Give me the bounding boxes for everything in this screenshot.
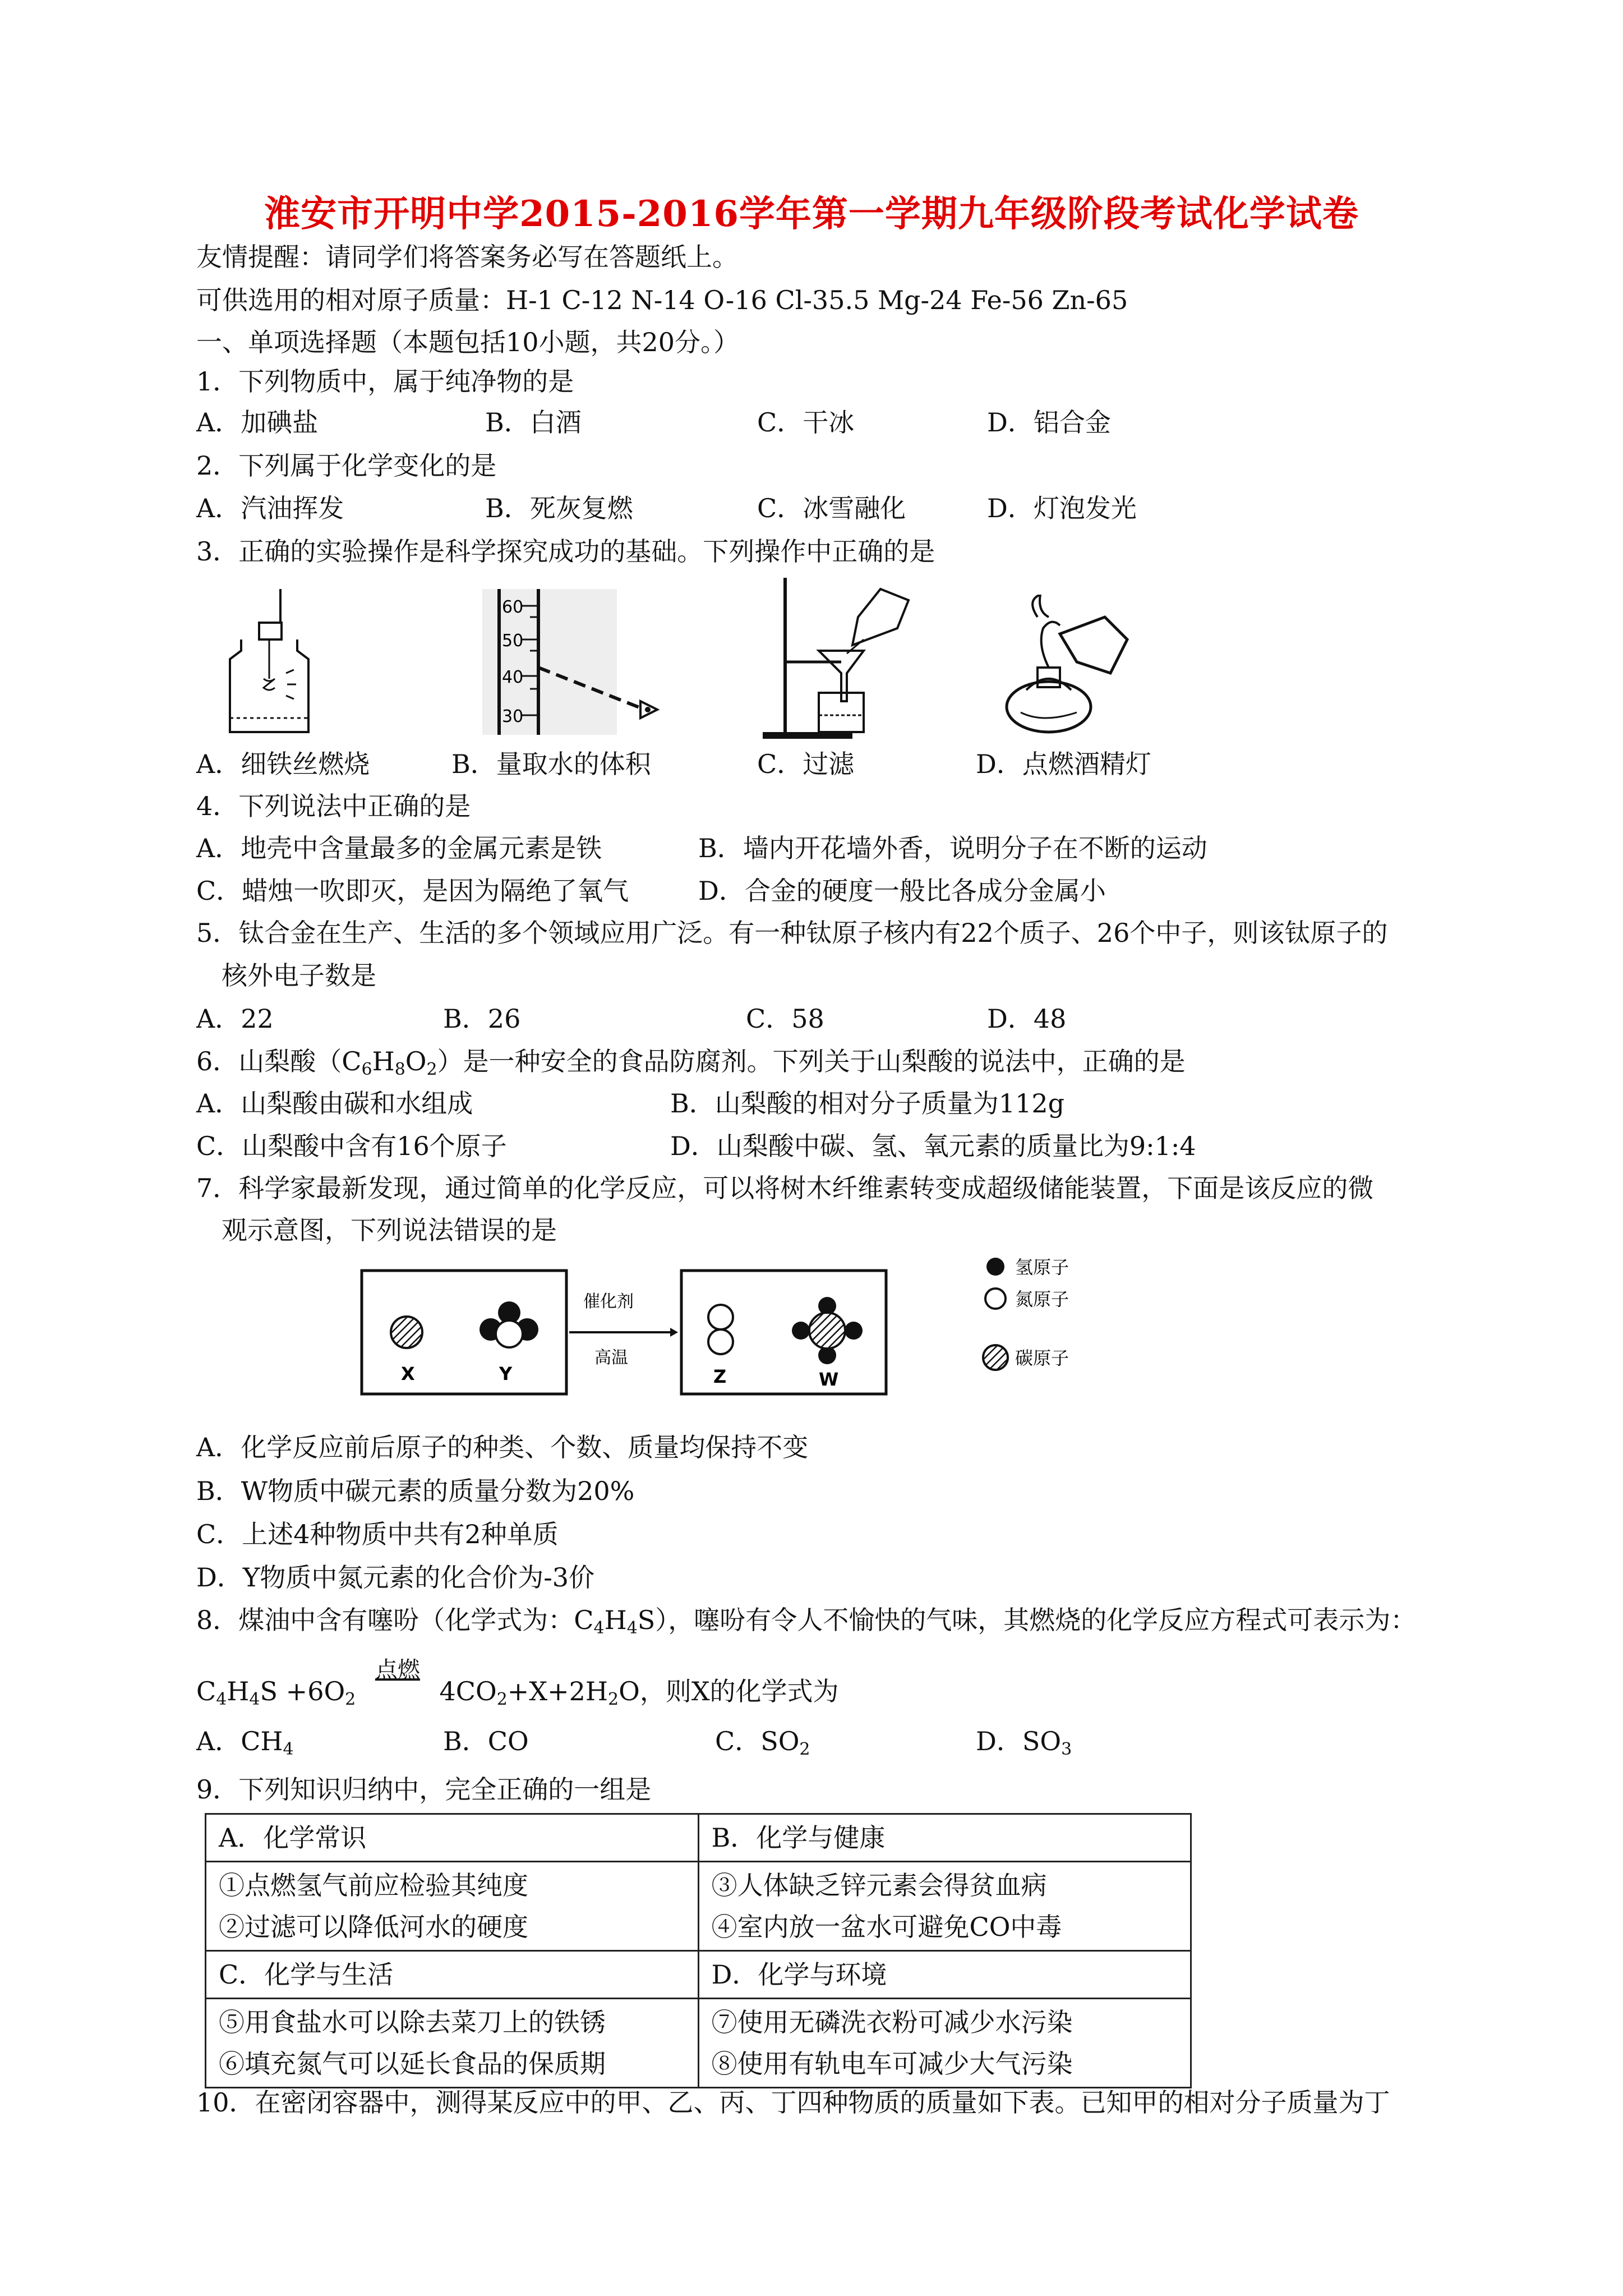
q8-option-a: A．$CH_4$ xyxy=(196,1726,294,1759)
q6-option-d: D．山梨酸中碳、氢、氧元素的质量比为9:1:4 xyxy=(670,1131,1196,1161)
q5-option-d: D．48 xyxy=(987,1004,1067,1034)
q8-equation: $C_4H_4S +6O_2$ 点燃 $4CO_2+X+2H_2O$，则X的化学式为 xyxy=(196,1674,839,1708)
q3-stem: 3．正确的实验操作是科学探究成功的基础。下列操作中正确的是 xyxy=(196,536,935,567)
q7-stem-continued: 观示意图，下列说法错误的是 xyxy=(222,1215,557,1245)
label-w: W xyxy=(819,1369,839,1390)
q2-option-c: C．冰雪融化 xyxy=(757,493,906,523)
filtration-apparatus-figure xyxy=(757,578,925,740)
alcohol-lamp-figure xyxy=(1004,595,1138,746)
tick-40: 40 xyxy=(502,668,524,687)
legend-hydrogen-marker xyxy=(986,1258,1004,1276)
q8-option-b: B．CO xyxy=(443,1726,529,1756)
q1-option-c: C．干冰 xyxy=(757,407,855,438)
catalyst-label: 催化剂 xyxy=(583,1292,634,1312)
q3-option-c: C．过滤 xyxy=(757,749,855,779)
table-row xyxy=(206,1951,1191,1999)
table-cell: A．化学常识 xyxy=(206,1814,699,1862)
q1-option-a: A．加碘盐 xyxy=(196,407,319,438)
label-y: Y xyxy=(499,1363,513,1384)
legend-carbon: 碳原子 xyxy=(1015,1347,1069,1369)
q1-stem: 1．下列物质中，属于纯净物的是 xyxy=(196,366,574,397)
q7-option-a: A．化学反应前后原子的种类、个数、质量均保持不变 xyxy=(196,1432,809,1462)
q6-option-a: A．山梨酸由碳和水组成 xyxy=(196,1088,473,1119)
q3-option-d: D．点燃酒精灯 xyxy=(976,749,1151,779)
atomic-masses: 可供选用的相对原子质量：H-1 C-12 N-14 O-16 Cl-35.5 Mg-24 Fe-56 Zn-65 xyxy=(196,285,1128,315)
table-cell: ③人体缺乏锌元素会得贫血病 ④室内放一盆水可避免CO中毒 xyxy=(698,1862,1191,1951)
q7-option-b: B．W物质中碳元素的质量分数为20% xyxy=(196,1476,635,1506)
reaction-micro-diagram xyxy=(359,1245,1256,1414)
table-cell: ⑤用食盐水可以除去菜刀上的铁锈 ⑥填充氮气可以延长食品的保质期 xyxy=(206,1999,699,2088)
legend-hydrogen: 氢原子 xyxy=(1015,1257,1069,1278)
tick-60: 60 xyxy=(502,597,524,617)
knowledge-table xyxy=(205,1813,1192,2088)
legend-carbon-marker xyxy=(983,1345,1008,1370)
label-z: Z xyxy=(713,1366,727,1387)
q2-option-a: A．汽油挥发 xyxy=(196,493,344,523)
q3-option-a: A．细铁丝燃烧 xyxy=(196,749,370,779)
table-cell: C．化学与生活 xyxy=(206,1951,699,1999)
q4-option-b: B．墙内开花墙外香，说明分子在不断的运动 xyxy=(698,833,1207,863)
q4-option-a: A．地壳中含量最多的金属元素是铁 xyxy=(196,833,602,863)
q4-stem: 4．下列说法中正确的是 xyxy=(196,791,471,821)
q6-option-c: C．山梨酸中含有16个原子 xyxy=(196,1131,507,1161)
tick-30: 30 xyxy=(502,707,524,726)
q5-option-c: C．58 xyxy=(746,1004,824,1034)
page-title: 淮安市开明中学2015-2016学年第一学期九年级阶段考试化学试卷 xyxy=(264,193,1359,235)
label-x: X xyxy=(401,1363,415,1384)
q6-stem: 6．山梨酸$(C_6H_8O_2)$是一种安全的食品防腐剂。下列关于山梨酸的说法中，正确的是 xyxy=(196,1046,1186,1079)
q5-option-a: A．22 xyxy=(196,1004,274,1034)
q3-option-b: B．量取水的体积 xyxy=(451,749,651,779)
table-cell: ①点燃氢气前应检验其纯度 ②过滤可以降低河水的硬度 xyxy=(206,1862,699,1951)
q2-stem: 2．下列属于化学变化的是 xyxy=(196,450,497,481)
table-cell: D．化学与环境 xyxy=(698,1951,1191,1999)
table-row xyxy=(206,1999,1191,2088)
q10-stem: 10．在密闭容器中，测得某反应中的甲、乙、丙、丁四种物质的质量如下表。已知甲的相对分子质量为丁 xyxy=(196,2087,1390,2118)
q5-stem-continued: 核外电子数是 xyxy=(222,960,376,991)
q5-option-b: B．26 xyxy=(443,1004,521,1034)
carbon-atom xyxy=(391,1317,422,1348)
q8-option-c: C．$SO_2$ xyxy=(715,1726,810,1759)
condition-ignite: 点燃 xyxy=(375,1657,420,1683)
q6-option-b: B．山梨酸的相对分子质量为112g xyxy=(670,1088,1065,1119)
table-row xyxy=(206,1814,1191,1862)
table-row xyxy=(206,1862,1191,1951)
table-cell: ⑦使用无磷洗衣粉可减少水污染 ⑧使用有轨电车可减少大气污染 xyxy=(698,1999,1191,2088)
q8-stem: 8．煤油中含有噻吩（化学式为：$C_4H_4S$），噻吩有令人不愉快的气味，其燃烧的化学反应方程式可表示为： xyxy=(196,1605,1417,1638)
legend-nitrogen-marker xyxy=(985,1289,1006,1309)
q7-stem: 7．科学家最新发现，通过简单的化学反应，可以将树木纤维素转变成超级储能装置，下面是该反应的微 xyxy=(196,1173,1374,1203)
table-cell: B．化学与健康 xyxy=(698,1814,1191,1862)
iron-wire-bottle-figure xyxy=(224,589,314,740)
q1-option-b: B．白酒 xyxy=(485,407,582,438)
q5-stem: 5．钛合金在生产、生活的多个领域应用广泛。有一种钛原子核内有22个质子、26个中子，则该钛原子的 xyxy=(196,918,1388,948)
q1-option-d: D．铝合金 xyxy=(987,407,1111,438)
legend-nitrogen: 氮原子 xyxy=(1015,1289,1069,1310)
section-heading: 一、单项选择题（本题包括10小题，共20分。） xyxy=(196,327,740,357)
q4-option-d: D．合金的硬度一般比各成分金属小 xyxy=(698,876,1106,906)
q4-option-c: C．蜡烛一吹即灭，是因为隔绝了氧气 xyxy=(196,876,629,906)
q7-option-c: C．上述4种物质中共有2种单质 xyxy=(196,1519,559,1549)
tick-50: 50 xyxy=(502,631,524,651)
q2-option-d: D．灯泡发光 xyxy=(987,493,1137,523)
reminder: 友情提醒：请同学们将答案务必写在答题纸上。 xyxy=(196,242,738,272)
q7-option-d: D．Y物质中氮元素的化合价为-3价 xyxy=(196,1562,595,1593)
graduated-cylinder-figure xyxy=(482,589,662,740)
q8-option-d: D．$SO_3$ xyxy=(976,1726,1072,1759)
q9-stem: 9．下列知识归纳中，完全正确的一组是 xyxy=(196,1774,652,1805)
q2-option-b: B．死灰复燃 xyxy=(485,493,633,523)
condition-label: 高温 xyxy=(594,1348,628,1368)
